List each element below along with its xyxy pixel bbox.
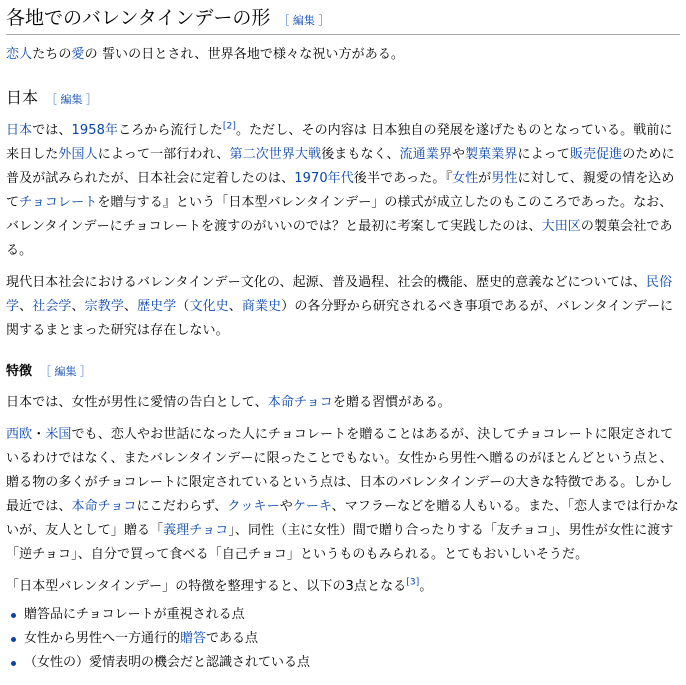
edit-features-link[interactable]: ［ 編集 ］ — [40, 365, 92, 378]
wiki-link[interactable]: 女性 — [452, 171, 479, 186]
wiki-link[interactable]: 西欧 — [6, 427, 33, 442]
text-run: 。ただし、その内容は 日本独自の発展を遂げたものとなっている。戦前に来日した — [6, 123, 673, 162]
citation-link[interactable]: [2] — [222, 121, 236, 132]
text-run: （女性の）愛情表明の機会だと認識されている点 — [24, 655, 311, 670]
wiki-link[interactable]: 恋人 — [6, 47, 33, 62]
text-run: 「日本型バレンタインデー」の特徴を整理すると、以下の3点となる — [6, 579, 407, 594]
wiki-link[interactable]: 男性 — [491, 171, 518, 186]
text-run: ）の各分野から研究されるべき事項であるが、バレンタインデーに関するまとまった研究は存在しない。 — [6, 299, 674, 338]
text-run: を贈る習慣がある。 — [332, 395, 451, 410]
text-run: 後まもなく、 — [321, 147, 400, 162]
text-run: でも、恋人やお世話になった人にチョコレートを贈ることはあるが、決してチョコレートに限定されているわけではなく、またバレンタインデーに限ったことでもない。女性から男性へ贈るのがほとんどという点と、贈る物の多くがチョコレートに限定されているという点は、日本のバレンタインデーの大きな特徴である。しかし最近では、 — [6, 427, 674, 514]
japan-title: 日本 — [6, 88, 39, 107]
text-run: 、 — [19, 299, 33, 314]
wiki-link[interactable]: 愛 — [71, 47, 85, 62]
text-run: 日本では、女性が男性に愛情の告白として、 — [6, 395, 268, 410]
wiki-link[interactable]: 1958年 — [71, 123, 119, 138]
wiki-link[interactable]: 販売促進 — [569, 147, 623, 162]
wiki-link[interactable]: 米国 — [45, 427, 72, 442]
text-run: 女性から男性へ一方通行的 — [24, 631, 181, 646]
list-item-text — [24, 655, 310, 670]
wiki-link[interactable]: 贈答 — [180, 631, 207, 646]
text-run: 、マフラーなどを贈る人もいる。また、「恋人までは行かないが、友人として」贈る「 — [6, 499, 679, 538]
bullet-icon — [11, 613, 16, 618]
wiki-link[interactable]: 第二次世界大戦 — [229, 147, 322, 162]
japan-heading — [6, 87, 680, 111]
features-paragraph-1 — [6, 391, 680, 415]
text-run: 、 — [123, 299, 138, 314]
text-run: が — [478, 171, 492, 186]
text-run: ・ — [32, 427, 46, 442]
text-run: によって一部行われ、 — [97, 147, 230, 162]
text-run: の製菓会社である。 — [6, 219, 673, 258]
text-run: や — [451, 147, 466, 162]
text-run: 後半であった。『 — [353, 171, 453, 186]
wiki-link[interactable]: 社会学 — [32, 299, 72, 314]
edit-japan-link[interactable]: ［ 編集 ］ — [46, 93, 98, 106]
text-run: を贈与する』という「日本型バレンタインデー」の様式が成立したのもこのころであった。なお、バレンタインデーにチョコレートを渡すのがいいのでは？と最初に考案して実践したのは、 — [6, 195, 673, 234]
features-list — [6, 603, 680, 675]
wiki-link[interactable]: 歴史学 — [137, 299, 177, 314]
features-paragraph-3 — [6, 575, 680, 599]
text-run: にこだわらず、 — [136, 499, 228, 514]
wiki-link[interactable]: 本命チョコ — [71, 499, 137, 514]
wiki-link[interactable]: 宗教学 — [84, 299, 124, 314]
list-item-text — [24, 607, 245, 622]
wiki-link[interactable]: 流通業界 — [399, 147, 452, 162]
text-run: の 誓いの日とされ、世界各地で様々な祝い方がある。 — [84, 47, 405, 62]
wiki-link[interactable]: ケーキ — [292, 499, 332, 514]
section-heading — [6, 0, 680, 35]
bullet-icon — [11, 637, 16, 642]
text-run: や — [279, 499, 293, 514]
bullet-icon — [11, 661, 16, 666]
text-run: に対して、親愛の情を込めて — [6, 171, 675, 210]
text-run: 。 — [419, 579, 433, 594]
intro-paragraph — [6, 43, 680, 67]
citation-link[interactable]: [3] — [406, 577, 420, 588]
list-item — [24, 627, 680, 651]
wiki-link[interactable]: 1970年代 — [294, 171, 354, 186]
wiki-link[interactable]: クッキー — [227, 499, 280, 514]
text-run: 贈答品にチョコレートが重視される点 — [24, 607, 245, 622]
wiki-link[interactable]: 日本 — [6, 123, 33, 138]
wiki-link[interactable]: チョコレート — [19, 195, 98, 210]
wiki-link[interactable]: 大田区 — [541, 219, 581, 234]
text-run: ころから流行した — [118, 123, 223, 138]
text-run: 現代日本社会におけるバレンタインデー文化の、起源、普及過程、社会的機能、歴史的意義などについては、 — [6, 275, 647, 290]
wiki-link[interactable]: 外国人 — [58, 147, 98, 162]
wiki-link[interactable]: 文化史 — [189, 299, 229, 314]
wiki-link[interactable]: 本命チョコ — [267, 395, 333, 410]
japan-paragraph-2 — [6, 271, 680, 343]
text-run: である点 — [206, 631, 259, 646]
wiki-link[interactable]: 義理チョコ — [163, 523, 229, 538]
text-run: のために普及が試みられたが、日本社会に定着したのは、 — [6, 147, 675, 186]
text-run: では、 — [32, 123, 72, 138]
section-title: 各地でのバレンタインデーの形 — [6, 7, 271, 29]
edit-section-link[interactable]: ［ 編集 ］ — [278, 14, 330, 27]
text-run: によって — [517, 147, 570, 162]
text-run: 」、同性（主に女性）間で贈り合ったりする「友チョコ」、男性が女性に渡す「逆チョコ」、自分で買って食べる「自己チョコ」というものもみられる。とてもおいしいそうだ。 — [6, 523, 674, 562]
features-heading — [6, 361, 680, 383]
japan-paragraph-1 — [6, 119, 680, 263]
list-item-text — [24, 631, 258, 646]
text-run: 、 — [71, 299, 85, 314]
features-paragraph-2 — [6, 423, 680, 567]
features-title: 特徴 — [6, 364, 33, 379]
list-item — [24, 651, 680, 675]
text-run: 、 — [228, 299, 242, 314]
wiki-link[interactable]: 製菓業界 — [465, 147, 518, 162]
text-run: （ — [176, 299, 190, 314]
list-item — [24, 603, 680, 627]
wiki-link[interactable]: 商業史 — [241, 299, 282, 314]
wiki-link[interactable]: 民俗学 — [6, 275, 673, 314]
text-run: たちの — [32, 47, 72, 62]
